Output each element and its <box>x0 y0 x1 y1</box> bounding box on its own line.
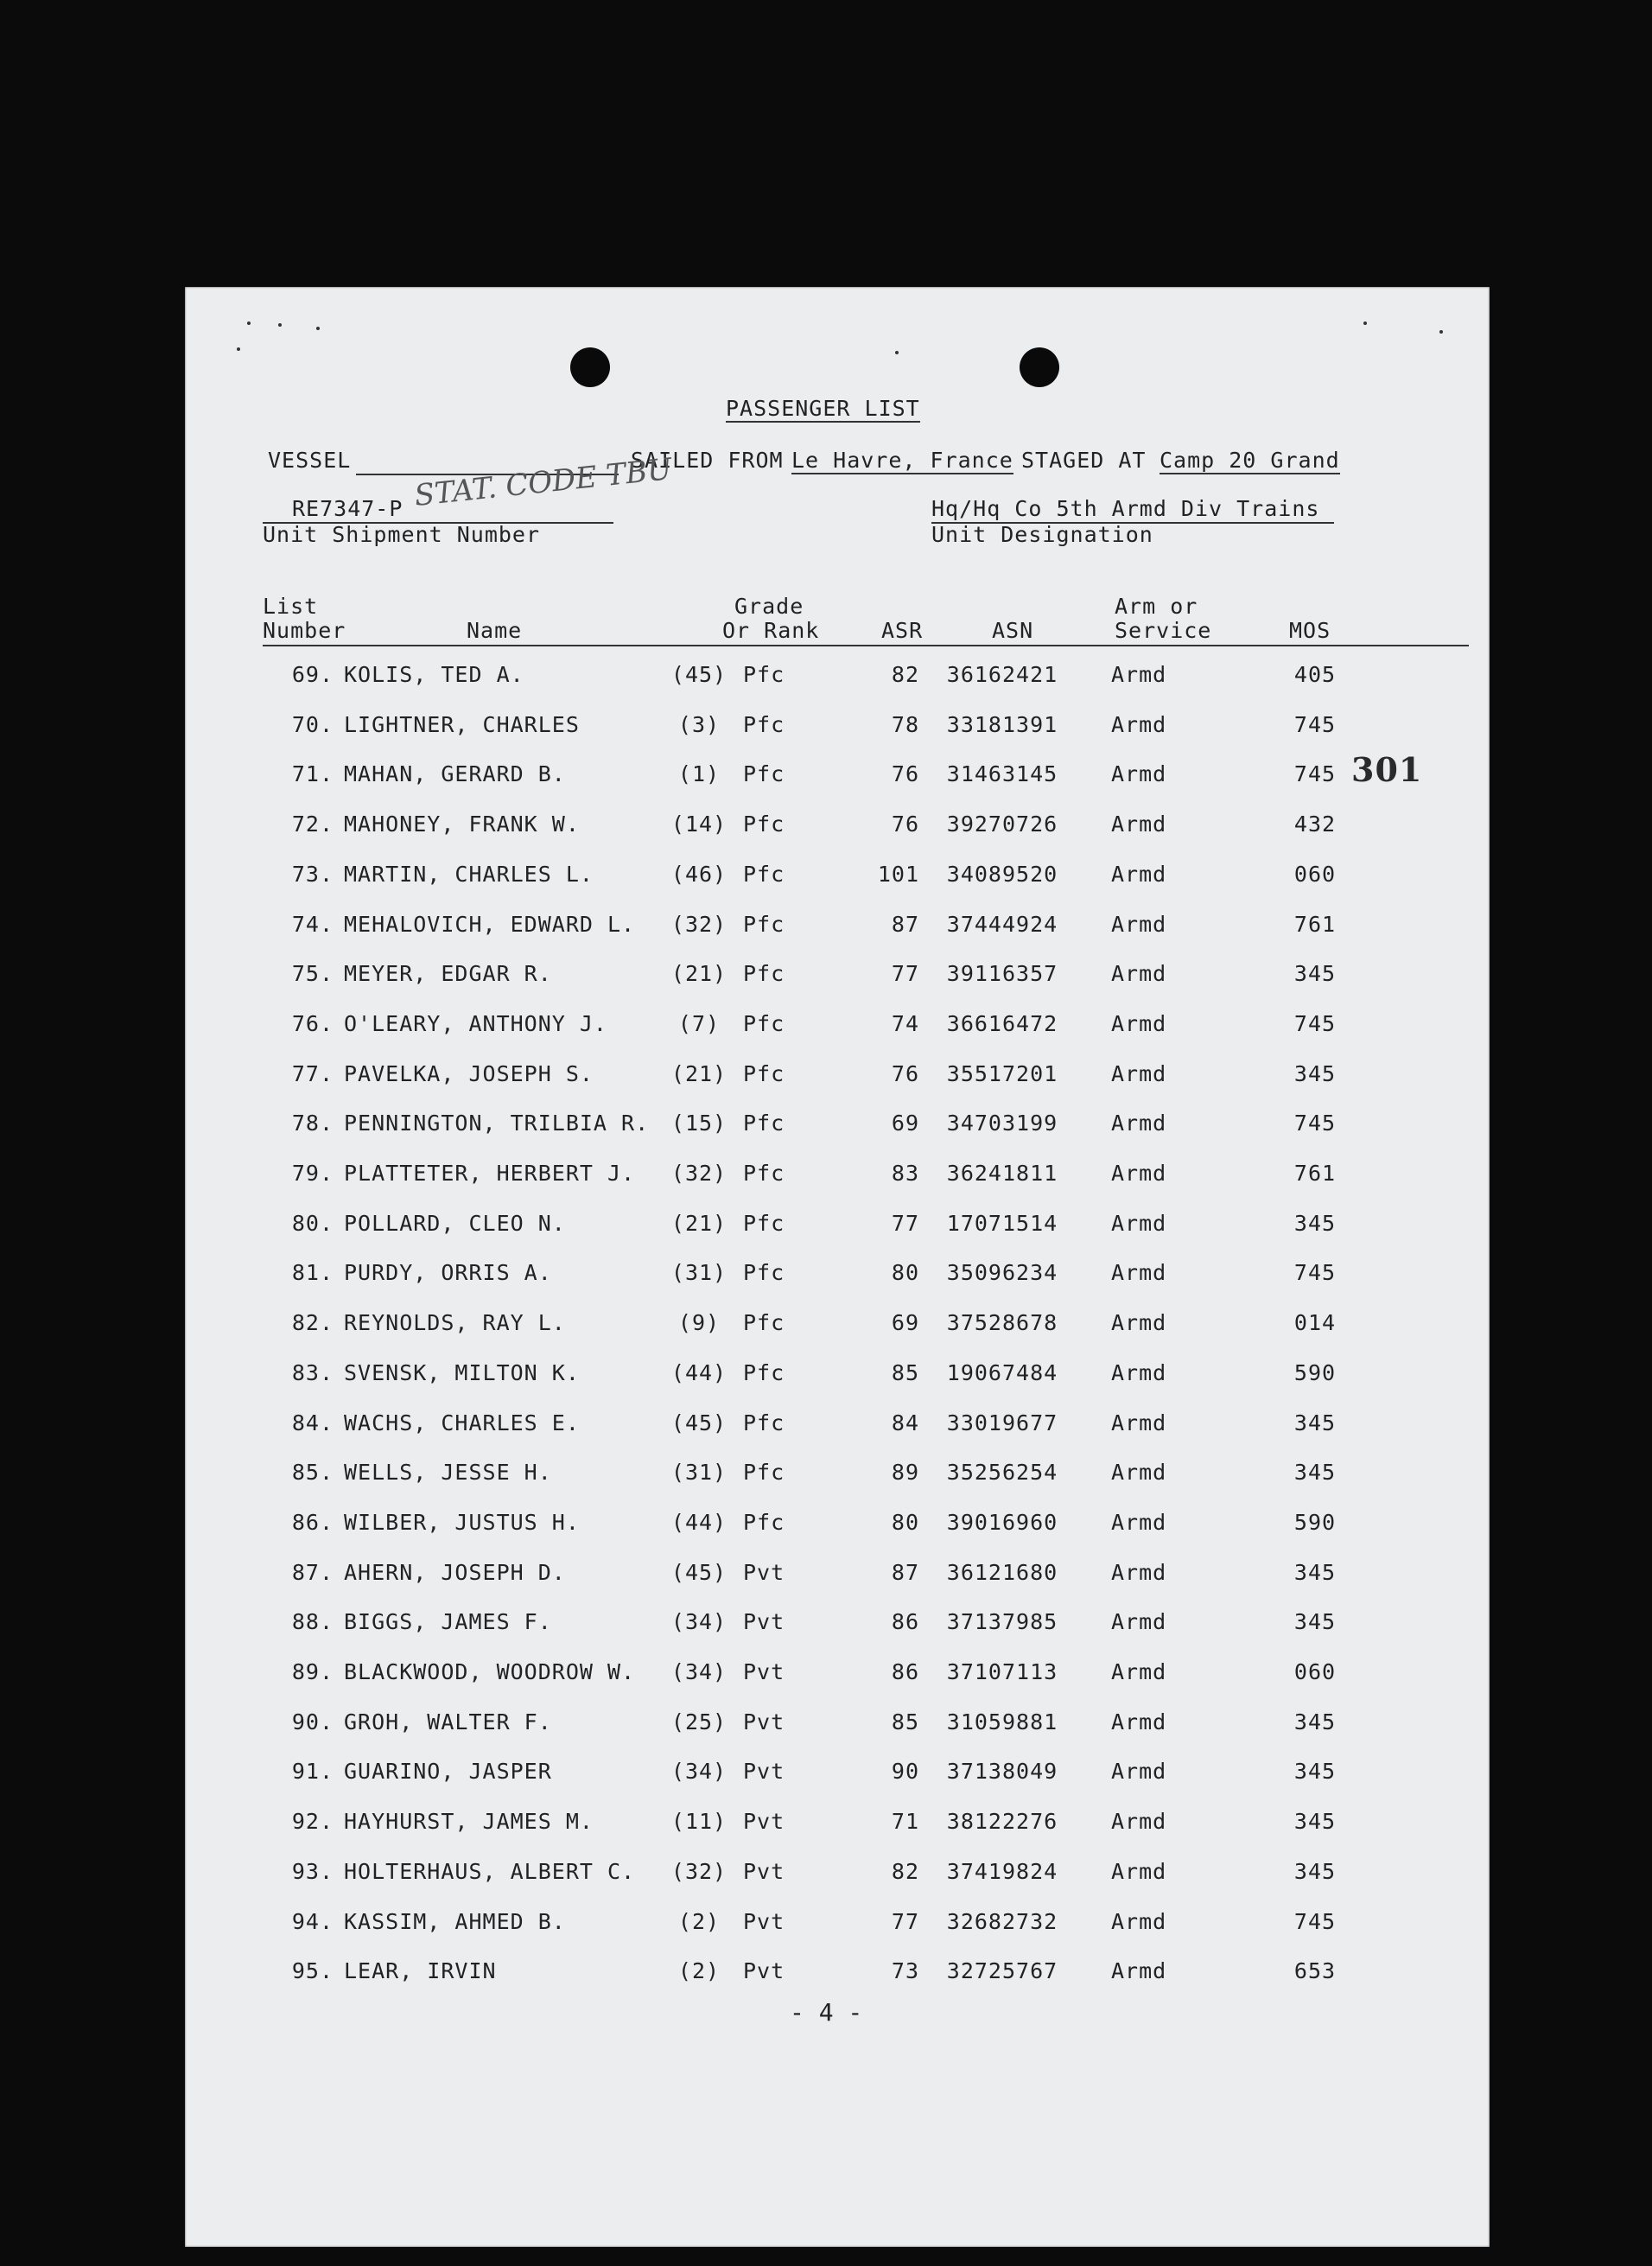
cell-name: MAHONEY, FRANK W. <box>344 812 580 837</box>
cell-ref: (44) <box>670 1509 728 1535</box>
header-asn: ASN <box>992 618 1034 643</box>
table-row <box>185 1011 1490 1046</box>
staged-at-value: Camp 20 Grand <box>1160 448 1340 473</box>
unit-shipment-label: Unit Shipment Number <box>263 522 541 547</box>
cell-mos: 745 <box>1293 1111 1337 1136</box>
cell-asr: 76 <box>891 812 919 837</box>
cell-ref: (25) <box>670 1709 728 1735</box>
table-row <box>185 1759 1490 1793</box>
cell-arm: Armd <box>1111 1010 1167 1036</box>
cell-asr: 77 <box>891 1210 919 1236</box>
cell-asn: 39116357 <box>946 961 1058 987</box>
cell-grade: Pfc <box>743 812 785 837</box>
table-row <box>185 662 1490 697</box>
header-grade-line1: Grade <box>734 594 804 619</box>
cell-asn: 37528678 <box>946 1310 1058 1336</box>
cell-asn: 37444924 <box>946 911 1058 937</box>
cell-arm: Armd <box>1111 1659 1167 1684</box>
cell-arm: Armd <box>1111 761 1167 787</box>
cell-asn: 35256254 <box>946 1460 1058 1486</box>
cell-mos: 345 <box>1293 1759 1337 1785</box>
speck <box>895 351 899 354</box>
cell-asr: 89 <box>891 1460 919 1486</box>
cell-asn: 19067484 <box>946 1359 1058 1385</box>
cell-arm: Armd <box>1111 1359 1167 1385</box>
cell-name: HAYHURST, JAMES M. <box>344 1809 594 1835</box>
table-row <box>185 1909 1490 1944</box>
cell-num: 73. <box>291 861 334 887</box>
cell-name: HOLTERHAUS, ALBERT C. <box>344 1858 636 1884</box>
cell-name: O'LEARY, ANTHONY J. <box>344 1010 607 1036</box>
cell-asr: 82 <box>891 1858 919 1884</box>
cell-asn: 17071514 <box>946 1210 1058 1236</box>
cell-asr: 85 <box>891 1709 919 1735</box>
document-title: PASSENGER LIST <box>726 396 920 421</box>
cell-name: WACHS, CHARLES E. <box>344 1410 580 1435</box>
cell-name: KASSIM, AHMED B. <box>344 1908 566 1934</box>
cell-num: 77. <box>291 1060 334 1086</box>
cell-asr: 86 <box>891 1609 919 1635</box>
cell-name: PENNINGTON, TRILBIA R. <box>344 1111 650 1136</box>
cell-arm: Armd <box>1111 1858 1167 1884</box>
cell-num: 82. <box>291 1310 334 1336</box>
stamped-page-number: 301 <box>1351 750 1423 789</box>
cell-grade: Pfc <box>743 662 785 687</box>
cell-grade: Pfc <box>743 1111 785 1136</box>
cell-asr: 71 <box>891 1809 919 1835</box>
cell-asn: 33019677 <box>946 1410 1058 1435</box>
cell-arm: Armd <box>1111 1111 1167 1136</box>
cell-ref: (2) <box>677 1958 721 1984</box>
cell-grade: Pfc <box>743 1010 785 1036</box>
cell-mos: 345 <box>1293 1460 1337 1486</box>
table-row <box>185 1510 1490 1544</box>
cell-grade: Pfc <box>743 1310 785 1336</box>
cell-name: GROH, WALTER F. <box>344 1709 552 1735</box>
header-asr: ASR <box>881 618 924 643</box>
cell-asr: 73 <box>891 1958 919 1984</box>
cell-mos: 745 <box>1293 1908 1337 1934</box>
cell-num: 78. <box>291 1111 334 1136</box>
cell-asn: 37107113 <box>946 1659 1058 1684</box>
cell-grade: Pvt <box>743 1759 785 1785</box>
cell-asn: 36121680 <box>946 1559 1058 1585</box>
cell-asr: 90 <box>891 1759 919 1785</box>
cell-asn: 33181391 <box>946 711 1058 737</box>
cell-asn: 35517201 <box>946 1060 1058 1086</box>
cell-num: 90. <box>291 1709 334 1735</box>
sailed-from-label: SAILED FROM <box>631 448 784 473</box>
cell-num: 88. <box>291 1609 334 1635</box>
cell-num: 91. <box>291 1759 334 1785</box>
cell-asn: 36241811 <box>946 1161 1058 1186</box>
table-row <box>185 1859 1490 1894</box>
cell-name: MEHALOVICH, EDWARD L. <box>344 911 636 937</box>
cell-num: 69. <box>291 662 334 687</box>
speck <box>237 347 240 351</box>
cell-name: WILBER, JUSTUS H. <box>344 1509 580 1535</box>
cell-grade: Pfc <box>743 761 785 787</box>
table-row <box>185 1310 1490 1345</box>
unit-designation: Hq/Hq Co 5th Armd Div Trains <box>931 496 1320 521</box>
cell-arm: Armd <box>1111 1210 1167 1236</box>
cell-grade: Pvt <box>743 1559 785 1585</box>
cell-grade: Pfc <box>743 1359 785 1385</box>
cell-asn: 38122276 <box>946 1809 1058 1835</box>
cell-grade: Pvt <box>743 1958 785 1984</box>
cell-mos: 761 <box>1293 911 1337 937</box>
unit-shipment-number: RE7347-P <box>292 496 403 521</box>
cell-mos: 014 <box>1293 1310 1337 1336</box>
cell-num: 95. <box>291 1958 334 1984</box>
punch-hole-left <box>570 347 610 387</box>
cell-grade: Pfc <box>743 1460 785 1486</box>
table-row <box>185 862 1490 896</box>
cell-name: PLATTETER, HERBERT J. <box>344 1161 636 1186</box>
header-list-line2: Number <box>263 618 346 643</box>
cell-asr: 80 <box>891 1509 919 1535</box>
header-arm-service <box>1115 595 1211 643</box>
cell-ref: (46) <box>670 861 728 887</box>
cell-num: 87. <box>291 1559 334 1585</box>
speck <box>278 323 282 327</box>
cell-asr: 85 <box>891 1359 919 1385</box>
cell-asn: 39016960 <box>946 1509 1058 1535</box>
cell-ref: (9) <box>677 1310 721 1336</box>
cell-ref: (11) <box>670 1809 728 1835</box>
cell-asn: 36162421 <box>946 662 1058 687</box>
cell-arm: Armd <box>1111 1958 1167 1984</box>
cell-grade: Pfc <box>743 1509 785 1535</box>
cell-mos: 745 <box>1293 711 1337 737</box>
cell-ref: (32) <box>670 1161 728 1186</box>
cell-arm: Armd <box>1111 1709 1167 1735</box>
cell-ref: (21) <box>670 1210 728 1236</box>
cell-ref: (21) <box>670 1060 728 1086</box>
cell-name: KOLIS, TED A. <box>344 662 524 687</box>
cell-mos: 345 <box>1293 1210 1337 1236</box>
cell-asn: 37419824 <box>946 1858 1058 1884</box>
cell-grade: Pfc <box>743 1210 785 1236</box>
cell-asr: 77 <box>891 961 919 987</box>
table-row <box>185 1211 1490 1245</box>
cell-name: AHERN, JOSEPH D. <box>344 1559 566 1585</box>
cell-mos: 345 <box>1293 1709 1337 1735</box>
cell-ref: (3) <box>677 711 721 737</box>
cell-num: 76. <box>291 1010 334 1036</box>
table-row <box>185 1609 1490 1644</box>
cell-ref: (1) <box>677 761 721 787</box>
cell-mos: 653 <box>1293 1958 1337 1984</box>
table-row <box>185 1410 1490 1445</box>
cell-num: 70. <box>291 711 334 737</box>
cell-grade: Pfc <box>743 1410 785 1435</box>
cell-ref: (15) <box>670 1111 728 1136</box>
table-row <box>185 1460 1490 1494</box>
cell-arm: Armd <box>1111 812 1167 837</box>
cell-mos: 060 <box>1293 861 1337 887</box>
header-rule <box>263 645 1469 646</box>
header-list-line1: List <box>263 594 319 619</box>
cell-mos: 745 <box>1293 1010 1337 1036</box>
cell-asr: 78 <box>891 711 919 737</box>
cell-name: PURDY, ORRIS A. <box>344 1260 552 1286</box>
cell-arm: Armd <box>1111 1410 1167 1435</box>
cell-num: 94. <box>291 1908 334 1934</box>
cell-asn: 32682732 <box>946 1908 1058 1934</box>
cell-num: 71. <box>291 761 334 787</box>
cell-asr: 86 <box>891 1659 919 1684</box>
cell-arm: Armd <box>1111 1609 1167 1635</box>
cell-arm: Armd <box>1111 711 1167 737</box>
header-grade <box>722 595 819 643</box>
cell-ref: (34) <box>670 1759 728 1785</box>
table-row <box>185 1111 1490 1145</box>
table-row <box>185 1061 1490 1096</box>
cell-asr: 87 <box>891 911 919 937</box>
table-row <box>185 1360 1490 1395</box>
cell-ref: (31) <box>670 1260 728 1286</box>
cell-asr: 101 <box>877 861 919 887</box>
cell-asr: 76 <box>891 1060 919 1086</box>
cell-grade: Pvt <box>743 1709 785 1735</box>
cell-arm: Armd <box>1111 1559 1167 1585</box>
speck <box>1363 321 1367 325</box>
cell-arm: Armd <box>1111 1908 1167 1934</box>
cell-grade: Pvt <box>743 1659 785 1684</box>
cell-name: BIGGS, JAMES F. <box>344 1609 552 1635</box>
cell-arm: Armd <box>1111 1509 1167 1535</box>
cell-asr: 87 <box>891 1559 919 1585</box>
cell-num: 84. <box>291 1410 334 1435</box>
header-grade-line2: Or Rank <box>722 618 820 643</box>
cell-name: MAHAN, GERARD B. <box>344 761 566 787</box>
document-page <box>185 287 1490 2247</box>
table-row <box>185 912 1490 946</box>
header-list-number <box>263 595 346 643</box>
cell-arm: Armd <box>1111 961 1167 987</box>
cell-asn: 37137985 <box>946 1609 1058 1635</box>
cell-asr: 77 <box>891 1908 919 1934</box>
cell-grade: Pvt <box>743 1908 785 1934</box>
speck <box>316 327 320 330</box>
cell-asn: 36616472 <box>946 1010 1058 1036</box>
cell-mos: 590 <box>1293 1509 1337 1535</box>
cell-num: 85. <box>291 1460 334 1486</box>
punch-hole-right <box>1020 347 1059 387</box>
table-row <box>185 761 1490 796</box>
cell-name: LEAR, IRVIN <box>344 1958 497 1984</box>
cell-arm: Armd <box>1111 1260 1167 1286</box>
cell-ref: (31) <box>670 1460 728 1486</box>
cell-arm: Armd <box>1111 1759 1167 1785</box>
cell-asr: 69 <box>891 1310 919 1336</box>
cell-ref: (14) <box>670 812 728 837</box>
cell-ref: (45) <box>670 1410 728 1435</box>
speck <box>247 321 251 325</box>
cell-mos: 590 <box>1293 1359 1337 1385</box>
cell-ref: (32) <box>670 1858 728 1884</box>
cell-mos: 745 <box>1293 761 1337 787</box>
table-row <box>185 961 1490 996</box>
cell-ref: (21) <box>670 961 728 987</box>
header-mos: MOS <box>1289 618 1331 643</box>
cell-grade: Pvt <box>743 1858 785 1884</box>
cell-name: SVENSK, MILTON K. <box>344 1359 580 1385</box>
cell-asn: 34089520 <box>946 861 1058 887</box>
cell-name: BLACKWOOD, WOODROW W. <box>344 1659 636 1684</box>
cell-arm: Armd <box>1111 662 1167 687</box>
cell-mos: 060 <box>1293 1659 1337 1684</box>
cell-ref: (45) <box>670 1559 728 1585</box>
cell-grade: Pfc <box>743 961 785 987</box>
cell-name: POLLARD, CLEO N. <box>344 1210 566 1236</box>
cell-asr: 82 <box>891 662 919 687</box>
cell-asr: 80 <box>891 1260 919 1286</box>
cell-name: MARTIN, CHARLES L. <box>344 861 594 887</box>
cell-mos: 345 <box>1293 1858 1337 1884</box>
cell-asn: 34703199 <box>946 1111 1058 1136</box>
cell-grade: Pfc <box>743 911 785 937</box>
cell-ref: (7) <box>677 1010 721 1036</box>
cell-arm: Armd <box>1111 1460 1167 1486</box>
cell-num: 93. <box>291 1858 334 1884</box>
cell-mos: 345 <box>1293 1559 1337 1585</box>
header-name: Name <box>467 618 523 643</box>
cell-num: 81. <box>291 1260 334 1286</box>
cell-ref: (34) <box>670 1659 728 1684</box>
handwritten-code-note: STAT. CODE TBU <box>412 451 674 513</box>
cell-asr: 83 <box>891 1161 919 1186</box>
cell-mos: 405 <box>1293 662 1337 687</box>
cell-grade: Pvt <box>743 1809 785 1835</box>
table-row <box>185 1709 1490 1744</box>
cell-name: PAVELKA, JOSEPH S. <box>344 1060 594 1086</box>
cell-name: MEYER, EDGAR R. <box>344 961 552 987</box>
cell-asn: 35096234 <box>946 1260 1058 1286</box>
table-row <box>185 712 1490 747</box>
cell-asr: 76 <box>891 761 919 787</box>
table-row <box>185 1260 1490 1295</box>
cell-num: 83. <box>291 1359 334 1385</box>
speck <box>1439 330 1443 334</box>
cell-arm: Armd <box>1111 861 1167 887</box>
cell-mos: 345 <box>1293 1410 1337 1435</box>
cell-arm: Armd <box>1111 1310 1167 1336</box>
cell-mos: 761 <box>1293 1161 1337 1186</box>
cell-grade: Pvt <box>743 1609 785 1635</box>
cell-asr: 74 <box>891 1010 919 1036</box>
cell-num: 92. <box>291 1809 334 1835</box>
cell-arm: Armd <box>1111 1161 1167 1186</box>
cell-grade: Pfc <box>743 1260 785 1286</box>
table-row <box>185 1958 1490 1993</box>
cell-name: GUARINO, JASPER <box>344 1759 552 1785</box>
cell-grade: Pfc <box>743 1060 785 1086</box>
cell-asn: 31463145 <box>946 761 1058 787</box>
cell-grade: Pfc <box>743 861 785 887</box>
cell-num: 89. <box>291 1659 334 1684</box>
vessel-label: VESSEL <box>268 448 352 473</box>
cell-grade: Pfc <box>743 711 785 737</box>
table-row <box>185 1659 1490 1694</box>
page-number: - 4 - <box>790 1998 863 2027</box>
unit-designation-label: Unit Designation <box>931 522 1153 547</box>
table-row <box>185 1809 1490 1843</box>
cell-num: 75. <box>291 961 334 987</box>
cell-asn: 37138049 <box>946 1759 1058 1785</box>
header-arm-line1: Arm or <box>1115 594 1198 619</box>
cell-asn: 31059881 <box>946 1709 1058 1735</box>
sailed-from-value: Le Havre, France <box>791 448 1013 473</box>
cell-num: 80. <box>291 1210 334 1236</box>
cell-mos: 432 <box>1293 812 1337 837</box>
table-row <box>185 812 1490 846</box>
cell-asr: 69 <box>891 1111 919 1136</box>
cell-asn: 39270726 <box>946 812 1058 837</box>
cell-name: REYNOLDS, RAY L. <box>344 1310 566 1336</box>
cell-name: WELLS, JESSE H. <box>344 1460 552 1486</box>
cell-arm: Armd <box>1111 911 1167 937</box>
cell-mos: 345 <box>1293 1060 1337 1086</box>
cell-ref: (44) <box>670 1359 728 1385</box>
cell-num: 86. <box>291 1509 334 1535</box>
cell-mos: 345 <box>1293 961 1337 987</box>
cell-arm: Armd <box>1111 1060 1167 1086</box>
cell-asr: 84 <box>891 1410 919 1435</box>
cell-mos: 345 <box>1293 1809 1337 1835</box>
cell-ref: (45) <box>670 662 728 687</box>
table-row <box>185 1560 1490 1594</box>
table-row <box>185 1161 1490 1195</box>
cell-ref: (34) <box>670 1609 728 1635</box>
header-arm-line2: Service <box>1115 618 1212 643</box>
cell-name: LIGHTNER, CHARLES <box>344 711 580 737</box>
cell-num: 72. <box>291 812 334 837</box>
cell-asn: 32725767 <box>946 1958 1058 1984</box>
staged-at-label: STAGED AT <box>1021 448 1147 473</box>
cell-ref: (32) <box>670 911 728 937</box>
cell-num: 79. <box>291 1161 334 1186</box>
cell-mos: 345 <box>1293 1609 1337 1635</box>
cell-num: 74. <box>291 911 334 937</box>
cell-mos: 745 <box>1293 1260 1337 1286</box>
cell-grade: Pfc <box>743 1161 785 1186</box>
cell-ref: (2) <box>677 1908 721 1934</box>
cell-arm: Armd <box>1111 1809 1167 1835</box>
